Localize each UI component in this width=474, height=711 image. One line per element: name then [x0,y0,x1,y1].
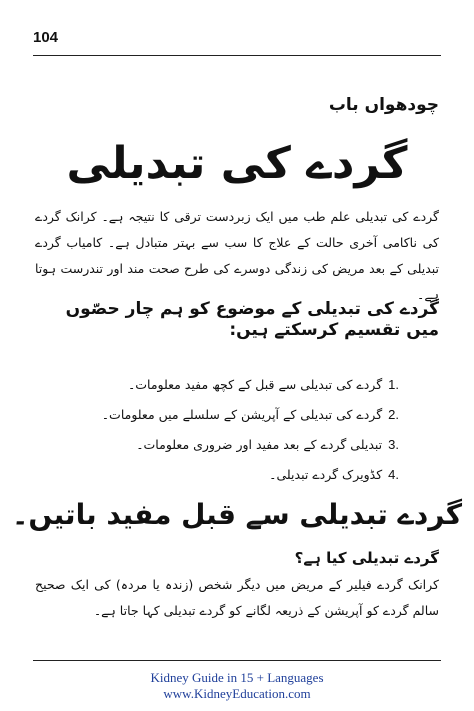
list-item [102,400,399,430]
list-item-text: گردے کی تبدیلی کے آپریشن کے سلسلے میں معلومات۔ [101,407,383,422]
list-item-text: تبدیلی گردے کے بعد مفید اور ضروری معلومات۔ [136,437,383,452]
list-item-text: گردے کی تبدیلی سے قبل کے کچھ مفید معلومات۔ [127,377,383,392]
footer-divider [33,660,441,661]
answer-paragraph: کرانک گردے فیلیر کے مریض میں دیگر شخص (زندہ یا مردہ) کی ایک صحیح سالم گردے کو آپریشن کے ذریعہ لگانے کو گردے تبدیلی کہا جاتا ہے۔ [35,577,439,618]
chapter-label: چودھواں باب [328,95,439,115]
section-title: گردے تبدیلی سے قبل مفید باتیں۔ [12,498,462,531]
chapter-title: گردے کی تبدیلی [66,138,408,189]
intro-paragraph: گردے کی تبدیلی علم طب میں ایک زبردست ترقی کا نتیجہ ہے۔ کرانک گردے کی ناکامی آخری حالت کے علاج کا سب سے بہتر متبادل ہے۔ کامیاب گردے تبدیلی کے بعد مریض کی زندگی دوسرے کی طرح صحت مند اور تندرست ہوتا ہے۔ [35,209,439,302]
list-item [102,370,399,400]
list-item [102,430,399,460]
topics-heading: گردے کی تبدیلی کے موضوع کو ہم چار حصّوں میں تقسیم کرسکتے ہیں: [65,299,439,340]
footer-guide-title: Kidney Guide in 15 + Languages [150,670,324,685]
page-number: 104 [33,29,59,46]
list-item-number: 1. [388,377,399,392]
question-heading: گردے تبدیلی کیا ہے؟ [294,549,439,567]
topics-list [102,370,399,490]
footer-website-link[interactable]: www.KidneyEducation.com [163,686,311,701]
list-item [102,460,399,490]
list-item-text: کڈویرک گردے تبدیلی۔ [269,467,383,482]
list-item-number: 2. [388,407,399,422]
list-item-number: 4. [388,467,399,482]
list-item-number: 3. [388,437,399,452]
header-divider [33,55,441,56]
